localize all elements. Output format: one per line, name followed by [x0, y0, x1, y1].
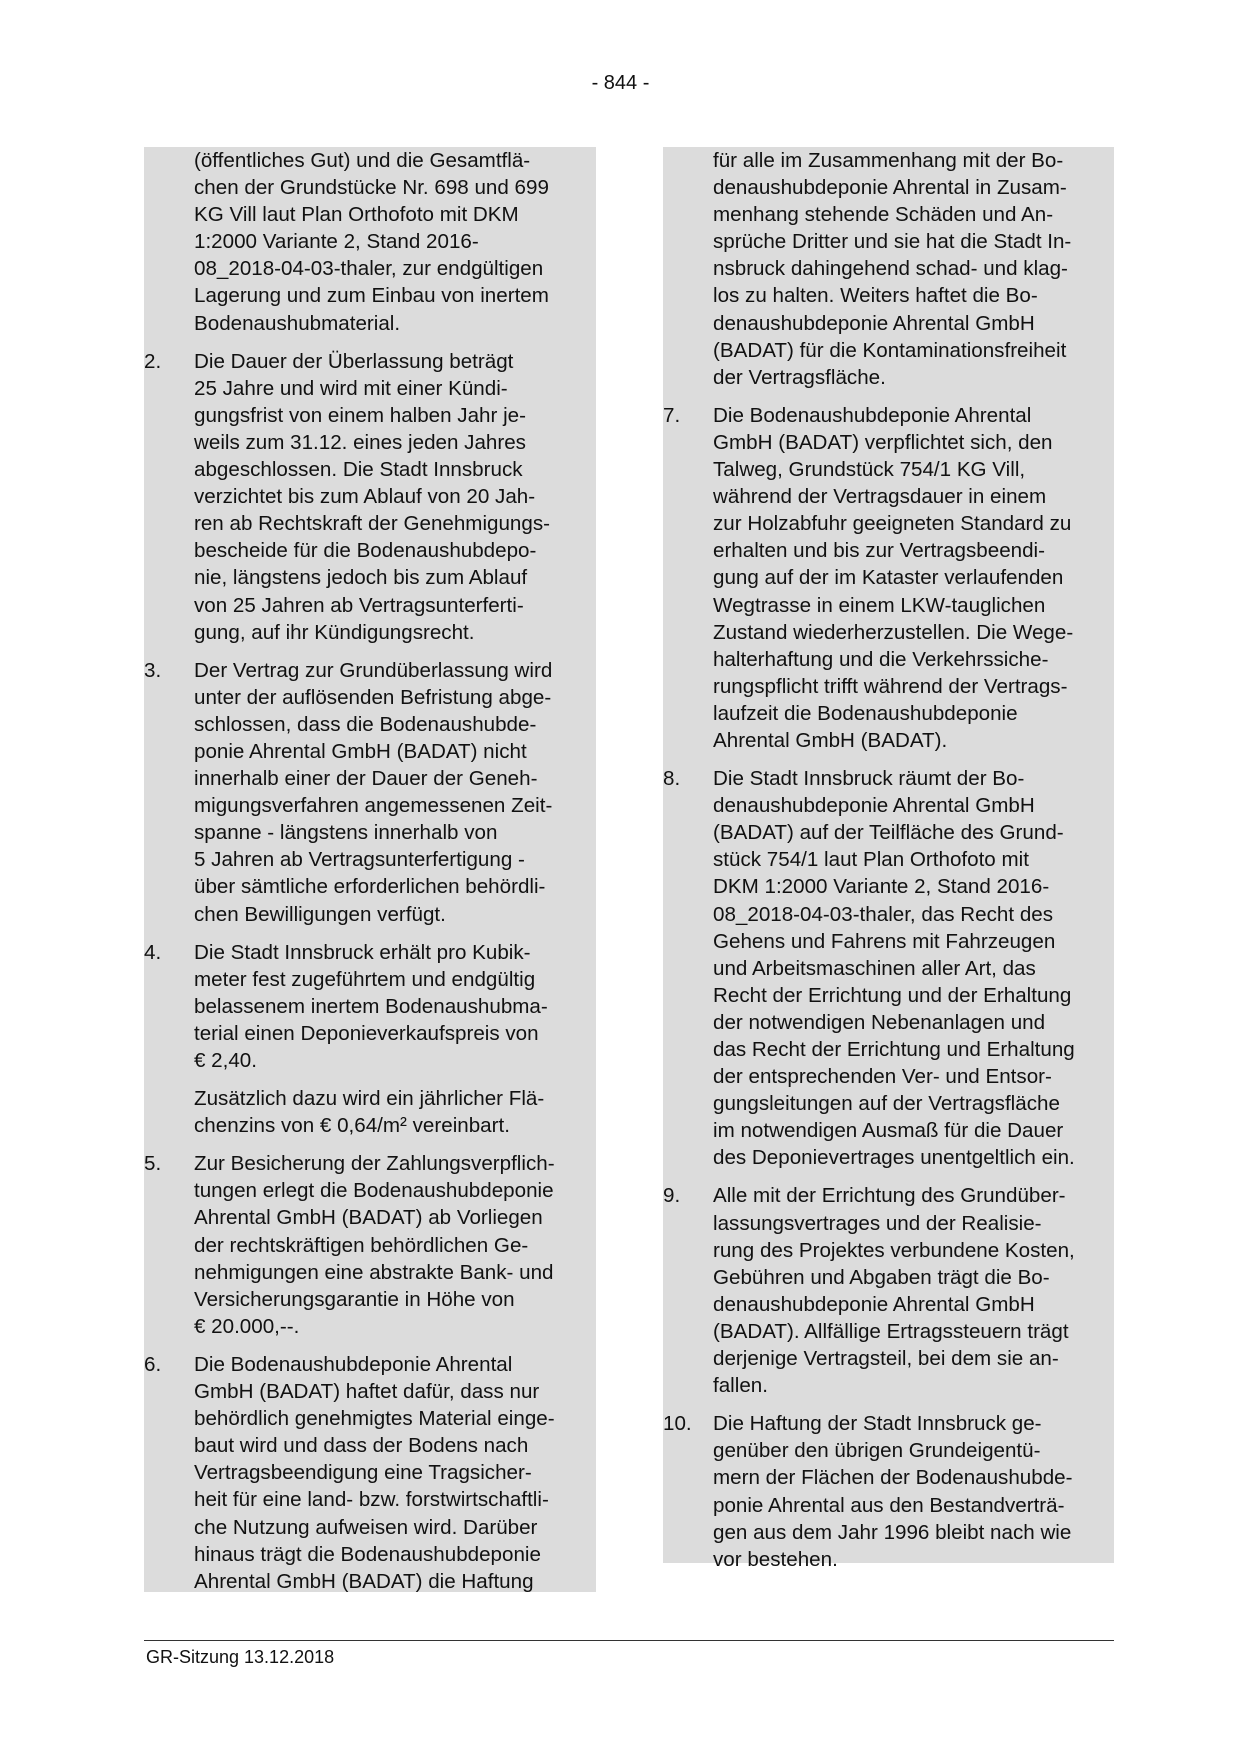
text-line: der notwendigen Nebenanlagen und [713, 1010, 1046, 1034]
clause-text [194, 1351, 596, 1595]
text-line: che Nutzung aufweisen wird. Darüber [194, 1515, 538, 1539]
text-line: (öffentliches Gut) und die Gesamtflä- [194, 149, 531, 172]
text-line: halterhaftung und die Verkehrssiche- [713, 647, 1049, 671]
text-line: der Vertragsfläche. [713, 365, 886, 389]
text-line: terial einen Deponieverkaufspreis von [194, 1021, 539, 1045]
text-line: denaushubdeponie Ahrental GmbH [713, 794, 1035, 818]
text-line: genüber den übrigen Grundeigentü- [713, 1439, 1041, 1463]
text-line: gungsleitungen auf der Vertragsfläche [713, 1092, 1060, 1116]
numbered-clause [144, 348, 596, 646]
left-column [144, 147, 596, 1592]
text-line: Der Vertrag zur Grundüberlassung wird [194, 658, 553, 682]
text-line: (BADAT) auf der Teilfläche des Grund- [713, 821, 1064, 845]
text-line: migungsverfahren angemessenen Zeit- [194, 794, 553, 818]
clause-continuation [144, 147, 596, 337]
text-line: fallen. [713, 1374, 768, 1398]
text-line: hinaus trägt die Bodenaushubdeponie [194, 1542, 541, 1566]
text-line: DKM 1:2000 Variante 2, Stand 2016- [713, 875, 1050, 899]
clause-number: 3. [144, 658, 162, 682]
text-line: (BADAT). Allfällige Ertragssteuern trägt [713, 1319, 1069, 1343]
clause-number: 7. [663, 403, 681, 427]
text-line: denaushubdeponie Ahrental GmbH [713, 1292, 1035, 1316]
text-line: im notwendigen Ausmaß für die Dauer [713, 1119, 1064, 1143]
text-line: Alle mit der Errichtung des Grundüber- [713, 1184, 1066, 1208]
text-line: (BADAT) für die Kontaminationsfreiheit [713, 338, 1067, 362]
footer-text: GR-Sitzung 13.12.2018 [146, 1647, 335, 1667]
text-line: ponie Ahrental aus den Bestandverträ- [713, 1493, 1065, 1517]
text-line: 08_2018-04-03-thaler, zur endgültigen [194, 257, 544, 281]
page-number: - 844 - [591, 72, 650, 94]
text-line: € 20.000,--. [194, 1314, 300, 1338]
text-line: Die Bodenaushubdeponie Ahrental [713, 403, 1032, 427]
text-line: chenzins von € 0,64/m² vereinbart. [194, 1114, 510, 1138]
text-line: behördlich genehmigtes Material einge- [194, 1407, 555, 1431]
text-line: los zu halten. Weiters haftet die Bo- [713, 284, 1038, 308]
text-line: laufzeit die Bodenaushubdeponie [713, 701, 1018, 725]
clause-number: 4. [144, 940, 162, 964]
text-line: gen aus dem Jahr 1996 bleibt nach wie [713, 1520, 1072, 1544]
clause-number: 2. [144, 349, 162, 373]
numbered-clause [144, 657, 596, 928]
text-line: Die Bodenaushubdeponie Ahrental [194, 1352, 513, 1376]
clause-text [194, 1150, 596, 1340]
text-line: Die Dauer der Überlassung beträgt [194, 349, 514, 373]
text-line: Recht der Errichtung und der Erhaltung [713, 983, 1072, 1007]
text-line: Versicherungsgarantie in Höhe von [194, 1287, 515, 1311]
numbered-clause [663, 402, 1114, 754]
clause-text [713, 402, 1114, 754]
text-line: über sämtliche erforderlichen behördli- [194, 875, 546, 899]
clause-continuation [663, 147, 1114, 391]
text-line: gungsfrist von einem halben Jahr je- [194, 403, 526, 427]
text-line: Die Stadt Innsbruck erhält pro Kubik- [194, 940, 531, 964]
text-line: rung des Projektes verbundene Kosten, [713, 1238, 1075, 1262]
text-line: derjenige Vertragsteil, bei dem sie an- [713, 1347, 1059, 1371]
text-line: lassungsvertrages und der Realisie- [713, 1211, 1042, 1235]
text-line: Zustand wiederherzustellen. Die Wege- [713, 620, 1074, 644]
text-line: heit für eine land- bzw. forstwirtschaftli- [194, 1488, 549, 1512]
text-line: nehmigungen eine abstrakte Bank- und [194, 1260, 554, 1284]
text-line: schlossen, dass die Bodenaushubde- [194, 712, 537, 736]
clause-number: 6. [144, 1352, 162, 1376]
numbered-clause [144, 1150, 596, 1340]
clause-number: 10. [663, 1412, 692, 1436]
text-line: Die Stadt Innsbruck räumt der Bo- [713, 767, 1025, 791]
text-line: ren ab Rechtskraft der Genehmigungs- [194, 512, 550, 536]
text-line: Zusätzlich dazu wird ein jährlicher Flä- [194, 1087, 545, 1111]
text-line: Ahrental GmbH (BADAT). [713, 728, 948, 752]
text-line: Bodenaushubmaterial. [194, 311, 401, 335]
text-line: stück 754/1 laut Plan Orthofoto mit [713, 848, 1029, 872]
text-line: von 25 Jahren ab Vertragsunterferti- [194, 593, 524, 617]
text-line: Vertragsbeendigung eine Tragsicher- [194, 1461, 532, 1485]
clause-number: 9. [663, 1184, 681, 1208]
numbered-clause [663, 1182, 1114, 1399]
text-line: das Recht der Errichtung und Erhaltung [713, 1038, 1075, 1061]
text-line: belassenem inertem Bodenaushubma- [194, 994, 548, 1018]
text-line: 1:2000 Variante 2, Stand 2016- [194, 230, 479, 254]
text-line: tungen erlegt die Bodenaushubdeponie [194, 1179, 554, 1203]
clause-text [194, 939, 596, 1074]
numbered-clause [144, 939, 596, 1074]
text-line: Die Haftung der Stadt Innsbruck ge- [713, 1412, 1042, 1436]
text-line: denaushubdeponie Ahrental GmbH [713, 311, 1035, 335]
clause-text [194, 657, 596, 928]
text-line: € 2,40. [194, 1049, 257, 1072]
text-line: Ahrental GmbH (BADAT) ab Vorliegen [194, 1206, 543, 1230]
text-line: menhang stehende Schäden und An- [713, 203, 1054, 227]
numbered-clause [663, 1410, 1114, 1573]
text-line: Gehens und Fahrens mit Fahrzeugen [713, 929, 1056, 953]
text-line: meter fest zugeführtem und endgültig [194, 967, 536, 991]
text-line: der rechtskräftigen behördlichen Ge- [194, 1233, 529, 1257]
text-line: innerhalb einer der Dauer der Geneh- [194, 767, 538, 791]
text-line: chen der Grundstücke Nr. 698 und 699 [194, 176, 549, 200]
numbered-clause [663, 765, 1114, 1171]
text-line: 08_2018-04-03-thaler, das Recht des [713, 902, 1054, 926]
text-line: sprüche Dritter und sie hat die Stadt In- [713, 230, 1072, 254]
text-line: für alle im Zusammenhang mit der Bo- [713, 149, 1064, 172]
text-line: Lagerung und zum Einbau von inertem [194, 284, 549, 308]
right-column [663, 147, 1114, 1571]
numbered-clause [144, 1351, 596, 1595]
text-line: rungspflicht trifft während der Vertrags- [713, 674, 1068, 698]
clause-number: 8. [663, 767, 681, 791]
text-line: abgeschlossen. Die Stadt Innsbruck [194, 458, 523, 482]
clause-text [713, 765, 1114, 1171]
text-line: nie, längstens jedoch bis zum Ablauf [194, 566, 528, 590]
clause-text [713, 1410, 1114, 1573]
text-line: Talweg, Grundstück 754/1 KG Vill, [713, 458, 1026, 482]
text-line: 5 Jahren ab Vertragsunterfertigung - [194, 848, 525, 872]
clause-text [713, 1182, 1114, 1399]
text-line: weils zum 31.12. eines jeden Jahres [194, 430, 526, 454]
text-line: baut wird und dass der Bodens nach [194, 1434, 529, 1458]
text-line: gung auf der im Kataster verlaufenden [713, 566, 1064, 590]
text-line: spanne - längstens innerhalb von [194, 821, 498, 845]
text-line: unter der auflösenden Befristung abge- [194, 685, 552, 709]
text-line: Wegtrasse in einem LKW-tauglichen [713, 593, 1046, 617]
text-line: Zur Besicherung der Zahlungsverpflich- [194, 1152, 555, 1176]
footer-divider [144, 1640, 1114, 1641]
clause-text [194, 348, 596, 646]
text-line: zur Holzabfuhr geeigneten Standard zu [713, 512, 1072, 536]
text-line: der entsprechenden Ver- und Entsor- [713, 1065, 1052, 1089]
text-line: nsbruck dahingehend schad- und klag- [713, 257, 1068, 281]
text-line: KG Vill laut Plan Orthofoto mit DKM [194, 203, 519, 227]
clause-number: 5. [144, 1152, 162, 1176]
text-line: Ahrental GmbH (BADAT) die Haftung [194, 1569, 534, 1593]
text-line: verzichtet bis zum Ablauf von 20 Jah- [194, 485, 536, 509]
text-line: 25 Jahre und wird mit einer Kündi- [194, 376, 508, 400]
clause-continuation [144, 1085, 596, 1139]
text-line: chen Bewilligungen verfügt. [194, 902, 446, 926]
text-line: vor bestehen. [713, 1547, 838, 1571]
text-line: denaushubdeponie Ahrental in Zusam- [713, 176, 1067, 200]
text-line: GmbH (BADAT) verpflichtet sich, den [713, 430, 1053, 454]
text-line: und Arbeitsmaschinen aller Art, das [713, 956, 1036, 980]
text-line: gung, auf ihr Kündigungsrecht. [194, 620, 475, 644]
text-line: ponie Ahrental GmbH (BADAT) nicht [194, 739, 527, 763]
text-line: Gebühren und Abgaben trägt die Bo- [713, 1265, 1050, 1289]
text-line: während der Vertragsdauer in einem [713, 485, 1047, 509]
text-line: erhalten und bis zur Vertragsbeendi- [713, 539, 1045, 563]
text-line: GmbH (BADAT) haftet dafür, dass nur [194, 1380, 540, 1404]
text-line: mern der Flächen der Bodenaushubde- [713, 1466, 1073, 1490]
text-line: des Deponievertrages unentgeltlich ein. [713, 1146, 1075, 1170]
text-line: bescheide für die Bodenaushubdepo- [194, 539, 537, 563]
